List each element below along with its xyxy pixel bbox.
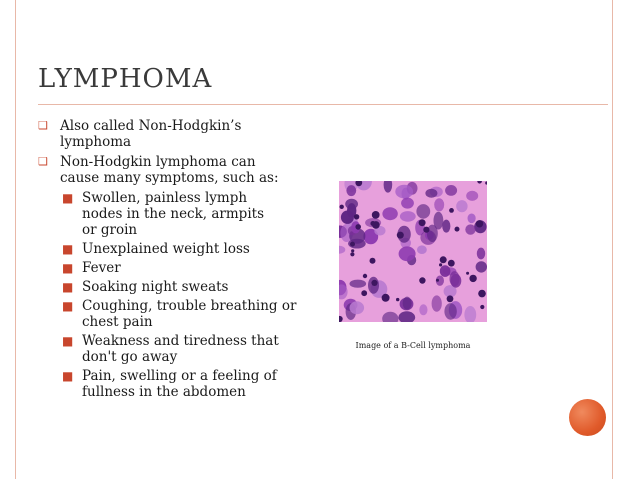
title-divider: [38, 104, 608, 105]
sub-bullet-item: [38, 260, 298, 276]
slide-title: LYMPHOMA: [38, 64, 213, 94]
sub-bullet-text: Coughing, trouble breathing or chest pain: [82, 298, 297, 330]
sub-bullet-text: Unexplained weight loss: [82, 241, 250, 257]
bullet-marker-icon: ❑: [38, 155, 48, 168]
sub-bullet-text: Swollen, painless lymph nodes in the neck, armpits or groin: [82, 190, 264, 238]
sub-bullet-item: [38, 333, 282, 365]
sub-bullet-item: [38, 190, 282, 238]
sub-bullet-marker-icon: ■: [62, 261, 74, 275]
sub-bullet-item: [38, 279, 298, 295]
bullet-text: Also called Non-Hodgkin’s lymphoma: [60, 118, 242, 150]
bullet-list: [38, 118, 298, 403]
sub-bullet-marker-icon: ■: [62, 280, 74, 294]
sub-bullet-item: [38, 368, 297, 400]
sub-bullet-text: Fever: [82, 260, 121, 276]
bullet-item: [38, 118, 298, 150]
decorative-orb: [569, 399, 606, 436]
sub-bullet-marker-icon: ■: [62, 191, 74, 205]
sub-bullet-text: Pain, swelling or a feeling of fullness in the abdomen: [82, 368, 277, 400]
sub-bullet-text: Soaking night sweats: [82, 279, 229, 295]
lymphoma-micrograph-image: [339, 181, 487, 322]
bullet-marker-icon: ❑: [38, 119, 48, 132]
image-caption: Image of a B-Cell lymphoma: [355, 341, 471, 350]
sub-bullet-marker-icon: ■: [62, 334, 74, 348]
sub-bullet-text: Weakness and tiredness that don't go away: [82, 333, 279, 365]
sub-bullet-marker-icon: ■: [62, 299, 74, 313]
bullet-item: [38, 154, 290, 186]
sub-bullet-item: [38, 241, 298, 257]
micrograph-illustration: [339, 181, 487, 322]
sub-bullet-item: [38, 298, 297, 330]
bullet-text: Non-Hodgkin lymphoma can cause many symptoms, such as:: [60, 154, 279, 186]
sub-bullet-marker-icon: ■: [62, 242, 74, 256]
sub-bullet-marker-icon: ■: [62, 369, 74, 383]
